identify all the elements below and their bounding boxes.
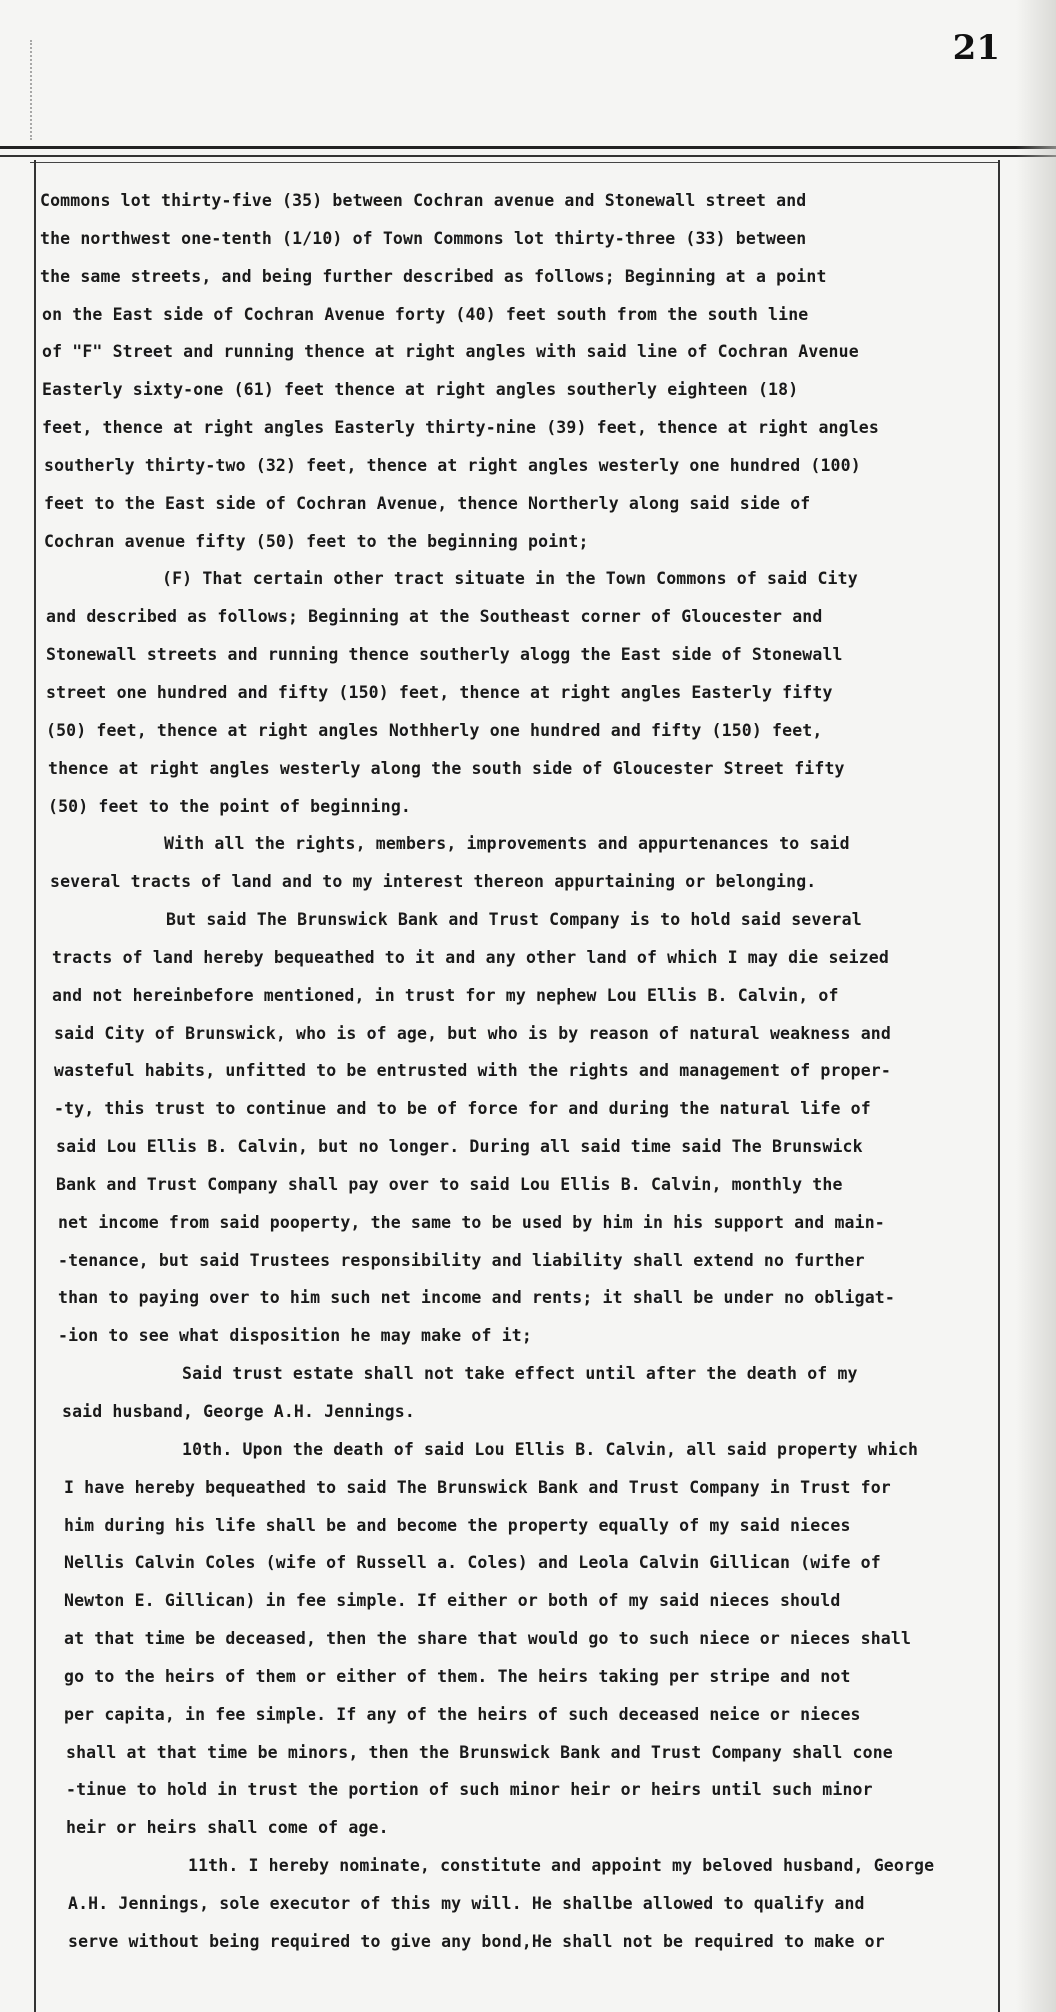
left-margin-line: [34, 160, 36, 2012]
text-line: (50) feet, thence at right angles Nothherly one hundred and fifty (150) feet,: [46, 720, 823, 740]
text-line: tracts of land hereby bequeathed to it and any other land of which I may die seized: [52, 947, 889, 967]
text-line: at that time be deceased, then the share that would go to such niece or nieces shall: [64, 1629, 912, 1649]
text-line: But said The Brunswick Bank and Trust Company is to hold said several: [166, 910, 862, 930]
text-line: feet, thence at right angles Easterly thirty-nine (39) feet, thence at right angles: [42, 418, 879, 438]
text-line: Bank and Trust Company shall pay over to said Lou Ellis B. Calvin, monthly the: [56, 1174, 843, 1194]
text-line: the same streets, and being further described as follows; Beginning at a point: [40, 266, 827, 286]
text-line: Nellis Calvin Coles (wife of Russell a. Coles) and Leola Calvin Gillican (wife of: [64, 1553, 881, 1573]
text-line: 10th. Upon the death of said Lou Ellis B. Calvin, all said property which: [182, 1439, 919, 1459]
text-line: thence at right angles westerly along the south side of Gloucester Street fifty: [48, 758, 845, 778]
text-line: (F) That certain other tract situate in the Town Commons of said City: [162, 569, 858, 589]
text-line: and not hereinbefore mentioned, in trust for my nephew Lou Ellis B. Calvin, of: [52, 985, 839, 1005]
text-line: heir or heirs shall come of age.: [66, 1818, 389, 1838]
document-body: [40, 182, 1030, 1961]
header-rule: [30, 162, 1000, 163]
page-number: 21: [952, 28, 1000, 68]
text-line: than to paying over to him such net income and rents; it shall be under no obligat-: [58, 1288, 895, 1308]
punch-marks: [30, 40, 36, 140]
text-line: Commons lot thirty-five (35) between Cochran avenue and Stonewall street and: [40, 191, 807, 210]
header-rule: [0, 146, 1056, 149]
text-line: -tenance, but said Trustees responsibility and liability shall extend no further: [58, 1250, 865, 1270]
text-line: go to the heirs of them or either of them. The heirs taking per stripe and not: [64, 1666, 851, 1686]
text-line: 11th. I hereby nominate, constitute and appoint my beloved husband, George: [188, 1856, 935, 1876]
text-line: per capita, in fee simple. If any of the heirs of such deceased neice or nieces: [64, 1704, 861, 1724]
text-line: Cochran avenue fifty (50) feet to the beginning point;: [44, 531, 589, 551]
text-line: street one hundred and fifty (150) feet, thence at right angles Easterly fifty: [46, 682, 833, 702]
text-line: Easterly sixty-one (61) feet thence at right angles southerly eighteen (18): [42, 380, 799, 400]
text-line: net income from said pooperty, the same to be used by him in his support and main-: [58, 1212, 885, 1232]
text-line: said Lou Ellis B. Calvin, but no longer. During all said time said The Brunswick: [56, 1137, 863, 1157]
text-line: Newton E. Gillican) in fee simple. If either or both of my said nieces should: [64, 1591, 841, 1611]
text-line: Said trust estate shall not take effect until after the death of my: [182, 1364, 858, 1384]
text-line: him during his life shall be and become the property equally of my said nieces: [64, 1515, 851, 1535]
text-line: on the East side of Cochran Avenue forty (40) feet south from the south line: [42, 304, 809, 324]
text-line: wasteful habits, unfitted to be entrusted with the rights and management of proper-: [54, 1061, 891, 1081]
text-line: -ion to see what disposition he may make of it;: [58, 1326, 532, 1346]
header-rule: [0, 155, 1056, 157]
text-line: said husband, George A.H. Jennings.: [62, 1402, 415, 1421]
text-line: serve without being required to give any bond,He shall not be required to make or: [68, 1931, 885, 1951]
text-line: Stonewall streets and running thence southerly alogg the East side of Stonewall: [46, 645, 843, 665]
text-line: said City of Brunswick, who is of age, but who is by reason of natural weakness and: [54, 1023, 891, 1043]
text-line: -ty, this trust to continue and to be of force for and during the natural life of: [54, 1099, 871, 1119]
text-line: feet to the East side of Cochran Avenue, thence Northerly along said side of: [44, 493, 811, 513]
text-line: I have hereby bequeathed to said The Brunswick Bank and Trust Company in Trust for: [64, 1477, 891, 1497]
text-line: With all the rights, members, improvements and appurtenances to said: [164, 834, 850, 854]
text-line: shall at that time be minors, then the Brunswick Bank and Trust Company shall cone: [66, 1742, 893, 1762]
text-line: southerly thirty-two (32) feet, thence at right angles westerly one hundred (100): [44, 455, 861, 475]
text-line: of "F" Street and running thence at right angles with said line of Cochran Avenue: [42, 342, 859, 362]
text-line: the northwest one-tenth (1/10) of Town Commons lot thirty-three (33) between: [40, 228, 807, 248]
text-line: A.H. Jennings, sole executor of this my will. He shallbe allowed to qualify and: [68, 1893, 865, 1913]
text-line: several tracts of land and to my interest thereon appurtaining or belonging.: [50, 872, 817, 892]
text-line: and described as follows; Beginning at the Southeast corner of Gloucester and: [46, 607, 823, 627]
text-line: (50) feet to the point of beginning.: [48, 796, 412, 816]
text-line: -tinue to hold in trust the portion of such minor heir or heirs until such minor: [66, 1780, 873, 1800]
